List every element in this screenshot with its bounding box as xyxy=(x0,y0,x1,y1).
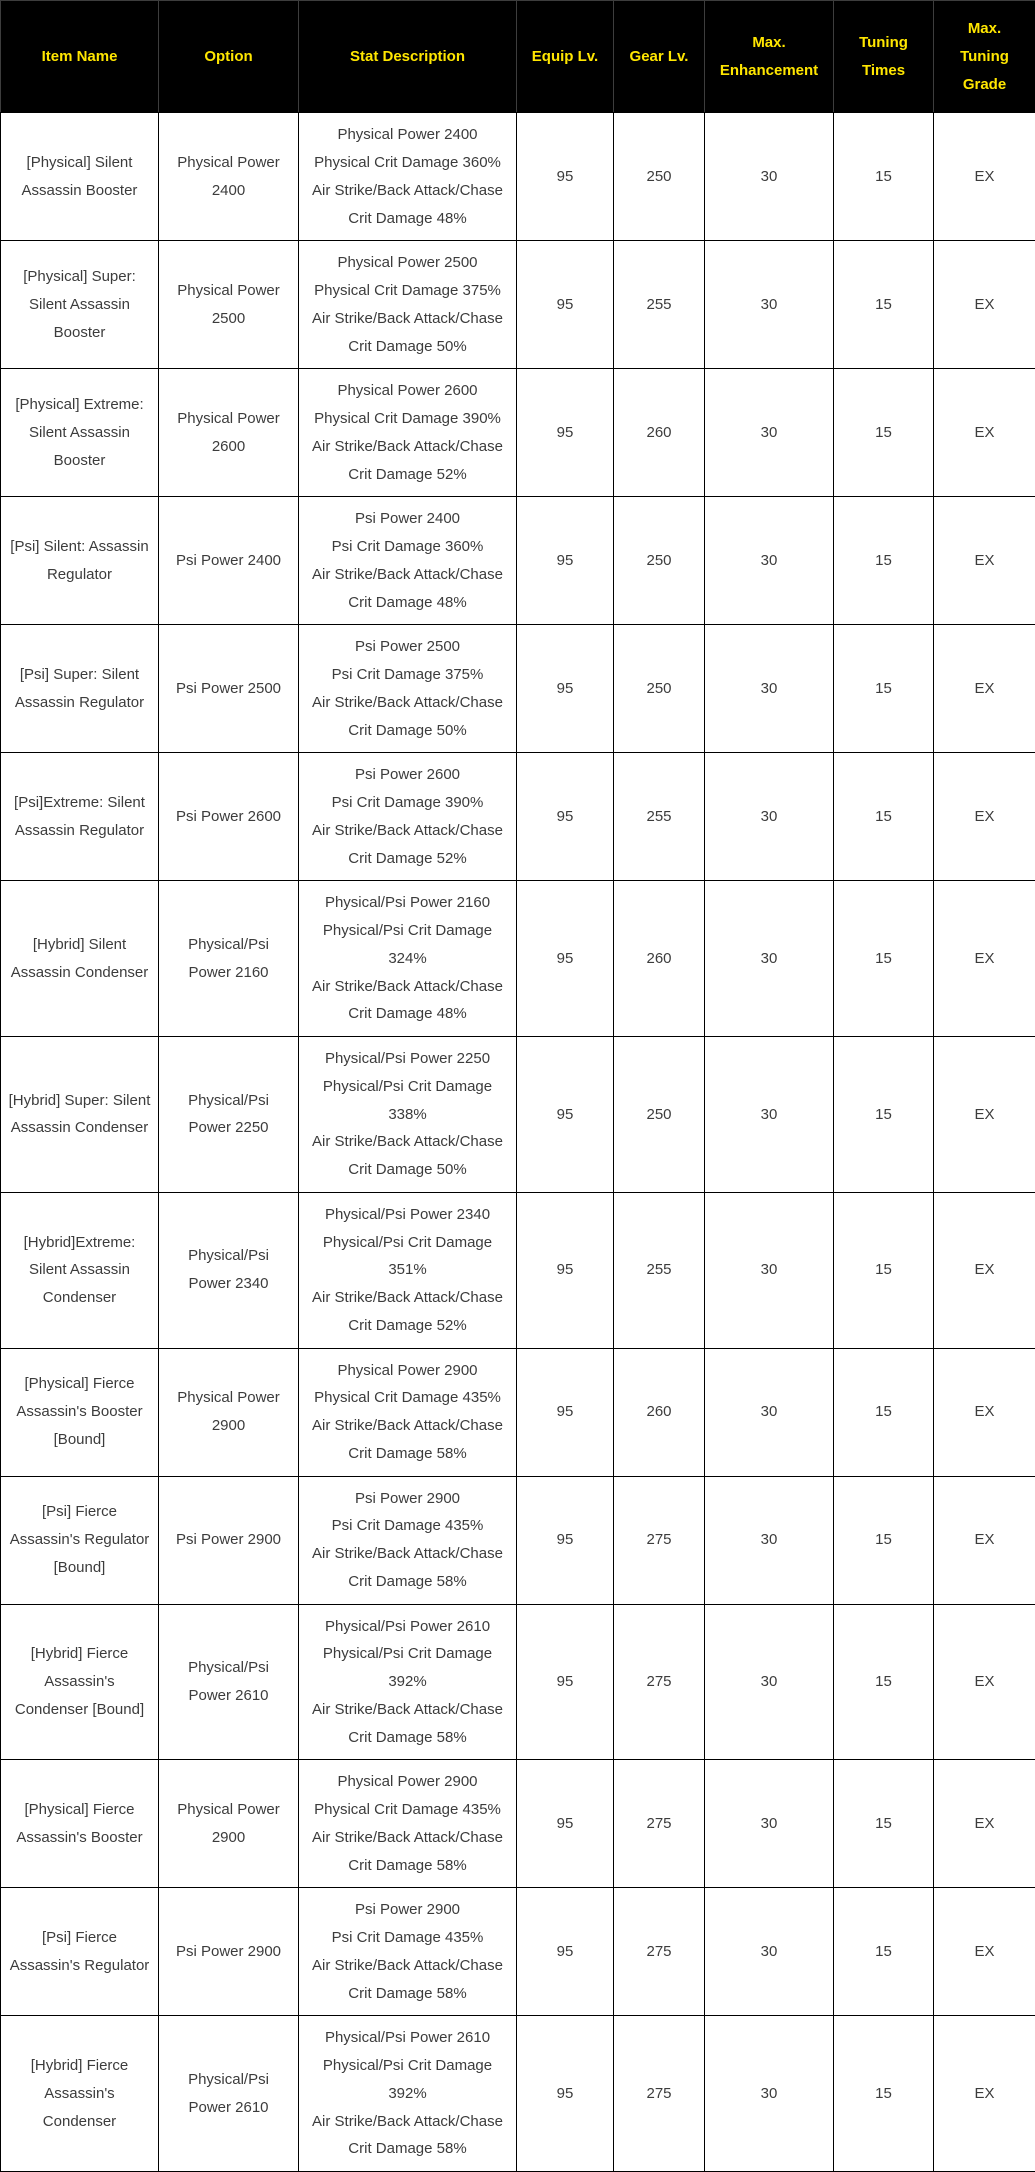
option-cell: Psi Power 2900 xyxy=(159,1476,299,1604)
equip-lv-cell: 95 xyxy=(517,369,614,497)
stat-line: Physical Power 2900 xyxy=(305,1357,510,1385)
stat-line: Physical Crit Damage 435% xyxy=(305,1384,510,1412)
gear-lv-cell: 260 xyxy=(614,369,705,497)
stat-line: Psi Power 2600 xyxy=(305,761,510,789)
tuning-times-cell: 15 xyxy=(834,1037,934,1193)
equip-lv-cell: 95 xyxy=(517,241,614,369)
stat-line: Air Strike/Back Attack/Chase Crit Damage 48% xyxy=(305,973,510,1029)
max-tuning-grade-cell: EX xyxy=(934,113,1035,241)
item-name-cell: [Hybrid] Fierce Assassin's Condenser [Bound] xyxy=(1,1604,159,1760)
max-enhancement-cell: 30 xyxy=(705,1348,834,1476)
item-name-cell: [Psi] Fierce Assassin's Regulator xyxy=(1,1888,159,2016)
item-name-cell: [Hybrid] Super: Silent Assassin Condenser xyxy=(1,1037,159,1193)
stat-description-cell xyxy=(299,1476,517,1604)
stat-line: Physical Power 2500 xyxy=(305,249,510,277)
stat-line: Air Strike/Back Attack/Chase Crit Damage 58% xyxy=(305,2108,510,2164)
column-header-tuning-times: Tuning Times xyxy=(834,1,934,113)
stat-line: Physical/Psi Power 2160 xyxy=(305,889,510,917)
table-row xyxy=(1,497,1035,625)
max-enhancement-cell: 30 xyxy=(705,369,834,497)
equip-lv-cell: 95 xyxy=(517,2016,614,2172)
stat-line: Air Strike/Back Attack/Chase Crit Damage 50% xyxy=(305,1128,510,1184)
stat-line: Physical Crit Damage 435% xyxy=(305,1796,510,1824)
equip-lv-cell: 95 xyxy=(517,113,614,241)
gear-lv-cell: 275 xyxy=(614,1476,705,1604)
tuning-times-cell: 15 xyxy=(834,497,934,625)
tuning-times-cell: 15 xyxy=(834,1888,934,2016)
gear-lv-cell: 250 xyxy=(614,497,705,625)
stat-line: Physical/Psi Power 2250 xyxy=(305,1045,510,1073)
option-cell: Psi Power 2400 xyxy=(159,497,299,625)
equip-lv-cell: 95 xyxy=(517,625,614,753)
max-enhancement-cell: 30 xyxy=(705,1476,834,1604)
item-name-cell: [Physical] Fierce Assassin's Booster [Bound] xyxy=(1,1348,159,1476)
table-row xyxy=(1,1888,1035,2016)
max-tuning-grade-cell: EX xyxy=(934,1476,1035,1604)
item-name-cell: [Psi] Silent: Assassin Regulator xyxy=(1,497,159,625)
equip-lv-cell: 95 xyxy=(517,1760,614,1888)
item-name-cell: [Psi] Fierce Assassin's Regulator [Bound] xyxy=(1,1476,159,1604)
table-row xyxy=(1,1192,1035,1348)
gear-lv-cell: 250 xyxy=(614,625,705,753)
table-row xyxy=(1,753,1035,881)
equip-lv-cell: 95 xyxy=(517,1192,614,1348)
column-header-max-tuning-grade: Max. Tuning Grade xyxy=(934,1,1035,113)
column-header-max-enhancement: Max. Enhancement xyxy=(705,1,834,113)
max-enhancement-cell: 30 xyxy=(705,1888,834,2016)
max-enhancement-cell: 30 xyxy=(705,625,834,753)
tuning-times-cell: 15 xyxy=(834,1604,934,1760)
stat-description-cell xyxy=(299,369,517,497)
gear-lv-cell: 250 xyxy=(614,1037,705,1193)
item-name-cell: [Psi]Extreme: Silent Assassin Regulator xyxy=(1,753,159,881)
stat-description-cell xyxy=(299,625,517,753)
table-row xyxy=(1,1037,1035,1193)
table-body xyxy=(1,113,1035,2172)
table-row xyxy=(1,113,1035,241)
column-header-gear-lv: Gear Lv. xyxy=(614,1,705,113)
option-cell: Physical Power 2600 xyxy=(159,369,299,497)
stat-line: Physical/Psi Crit Damage 324% xyxy=(305,917,510,973)
gear-lv-cell: 260 xyxy=(614,881,705,1037)
equip-lv-cell: 95 xyxy=(517,753,614,881)
stat-line: Physical Crit Damage 360% xyxy=(305,149,510,177)
stat-line: Psi Crit Damage 375% xyxy=(305,661,510,689)
max-enhancement-cell: 30 xyxy=(705,1760,834,1888)
item-name-cell: [Physical] Silent Assassin Booster xyxy=(1,113,159,241)
table-row xyxy=(1,2016,1035,2172)
gear-lv-cell: 275 xyxy=(614,1604,705,1760)
gear-lv-cell: 260 xyxy=(614,1348,705,1476)
stat-line: Psi Power 2900 xyxy=(305,1896,510,1924)
option-cell: Physical/Psi Power 2610 xyxy=(159,2016,299,2172)
gear-lv-cell: 255 xyxy=(614,241,705,369)
table-row xyxy=(1,1760,1035,1888)
tuning-times-cell: 15 xyxy=(834,241,934,369)
stat-description-cell xyxy=(299,497,517,625)
stat-line: Psi Crit Damage 390% xyxy=(305,789,510,817)
stat-line: Air Strike/Back Attack/Chase Crit Damage 52% xyxy=(305,817,510,873)
option-cell: Psi Power 2900 xyxy=(159,1888,299,2016)
item-name-cell: [Hybrid] Fierce Assassin's Condenser xyxy=(1,2016,159,2172)
option-cell: Psi Power 2600 xyxy=(159,753,299,881)
tuning-times-cell: 15 xyxy=(834,1476,934,1604)
stat-line: Physical Power 2400 xyxy=(305,121,510,149)
stat-line: Psi Power 2500 xyxy=(305,633,510,661)
stat-description-cell xyxy=(299,1760,517,1888)
option-cell: Physical/Psi Power 2250 xyxy=(159,1037,299,1193)
stat-line: Air Strike/Back Attack/Chase Crit Damage 50% xyxy=(305,689,510,745)
stat-line: Psi Crit Damage 435% xyxy=(305,1924,510,1952)
table-row xyxy=(1,369,1035,497)
equip-lv-cell: 95 xyxy=(517,497,614,625)
item-name-cell: [Hybrid]Extreme: Silent Assassin Condenser xyxy=(1,1192,159,1348)
max-tuning-grade-cell: EX xyxy=(934,241,1035,369)
stat-description-cell xyxy=(299,113,517,241)
equip-lv-cell: 95 xyxy=(517,1476,614,1604)
tuning-times-cell: 15 xyxy=(834,625,934,753)
stat-line: Air Strike/Back Attack/Chase Crit Damage 58% xyxy=(305,1540,510,1596)
item-name-cell: [Psi] Super: Silent Assassin Regulator xyxy=(1,625,159,753)
stat-line: Air Strike/Back Attack/Chase Crit Damage 48% xyxy=(305,177,510,233)
column-header-item-name: Item Name xyxy=(1,1,159,113)
item-name-cell: [Physical] Extreme: Silent Assassin Booster xyxy=(1,369,159,497)
max-tuning-grade-cell: EX xyxy=(934,497,1035,625)
stat-description-cell xyxy=(299,1348,517,1476)
option-cell: Physical Power 2900 xyxy=(159,1348,299,1476)
stat-line: Psi Crit Damage 435% xyxy=(305,1512,510,1540)
option-cell: Physical Power 2500 xyxy=(159,241,299,369)
stat-description-cell xyxy=(299,881,517,1037)
max-tuning-grade-cell: EX xyxy=(934,625,1035,753)
stat-line: Air Strike/Back Attack/Chase Crit Damage 52% xyxy=(305,433,510,489)
max-enhancement-cell: 30 xyxy=(705,2016,834,2172)
option-cell: Physical Power 2400 xyxy=(159,113,299,241)
gear-lv-cell: 275 xyxy=(614,1888,705,2016)
stat-line: Physical Crit Damage 390% xyxy=(305,405,510,433)
max-tuning-grade-cell: EX xyxy=(934,1760,1035,1888)
gear-lv-cell: 255 xyxy=(614,753,705,881)
max-enhancement-cell: 30 xyxy=(705,1192,834,1348)
stat-description-cell xyxy=(299,1037,517,1193)
max-tuning-grade-cell: EX xyxy=(934,1192,1035,1348)
stat-description-cell xyxy=(299,1192,517,1348)
stat-line: Physical/Psi Crit Damage 392% xyxy=(305,2052,510,2108)
stat-line: Air Strike/Back Attack/Chase Crit Damage 58% xyxy=(305,1412,510,1468)
stat-description-cell xyxy=(299,2016,517,2172)
stat-description-cell xyxy=(299,241,517,369)
stat-line: Psi Crit Damage 360% xyxy=(305,533,510,561)
max-enhancement-cell: 30 xyxy=(705,241,834,369)
column-header-equip-lv: Equip Lv. xyxy=(517,1,614,113)
max-tuning-grade-cell: EX xyxy=(934,753,1035,881)
tuning-times-cell: 15 xyxy=(834,1760,934,1888)
column-header-option: Option xyxy=(159,1,299,113)
max-tuning-grade-cell: EX xyxy=(934,881,1035,1037)
option-cell: Physical/Psi Power 2340 xyxy=(159,1192,299,1348)
stat-line: Physical/Psi Crit Damage 351% xyxy=(305,1229,510,1285)
max-enhancement-cell: 30 xyxy=(705,113,834,241)
gear-lv-cell: 255 xyxy=(614,1192,705,1348)
stat-line: Psi Power 2900 xyxy=(305,1485,510,1513)
table-row xyxy=(1,1348,1035,1476)
item-name-cell: [Physical] Fierce Assassin's Booster xyxy=(1,1760,159,1888)
table-row xyxy=(1,625,1035,753)
equip-lv-cell: 95 xyxy=(517,1604,614,1760)
stat-line: Physical/Psi Crit Damage 392% xyxy=(305,1640,510,1696)
tuning-times-cell: 15 xyxy=(834,2016,934,2172)
max-tuning-grade-cell: EX xyxy=(934,1348,1035,1476)
stat-line: Physical/Psi Power 2610 xyxy=(305,1613,510,1641)
item-name-cell: [Hybrid] Silent Assassin Condenser xyxy=(1,881,159,1037)
table-row xyxy=(1,1604,1035,1760)
stat-line: Air Strike/Back Attack/Chase Crit Damage 58% xyxy=(305,1952,510,2008)
equip-lv-cell: 95 xyxy=(517,881,614,1037)
stat-line: Air Strike/Back Attack/Chase Crit Damage 58% xyxy=(305,1824,510,1880)
stat-line: Physical Power 2900 xyxy=(305,1768,510,1796)
table-row xyxy=(1,241,1035,369)
stat-line: Air Strike/Back Attack/Chase Crit Damage 48% xyxy=(305,561,510,617)
tuning-times-cell: 15 xyxy=(834,369,934,497)
stat-line: Air Strike/Back Attack/Chase Crit Damage 52% xyxy=(305,1284,510,1340)
equip-lv-cell: 95 xyxy=(517,1888,614,2016)
option-cell: Psi Power 2500 xyxy=(159,625,299,753)
gear-lv-cell: 275 xyxy=(614,1760,705,1888)
stat-line: Physical/Psi Power 2340 xyxy=(305,1201,510,1229)
max-tuning-grade-cell: EX xyxy=(934,2016,1035,2172)
stat-line: Physical Crit Damage 375% xyxy=(305,277,510,305)
gear-lv-cell: 275 xyxy=(614,2016,705,2172)
option-cell: Physical/Psi Power 2610 xyxy=(159,1604,299,1760)
option-cell: Physical/Psi Power 2160 xyxy=(159,881,299,1037)
tuning-times-cell: 15 xyxy=(834,113,934,241)
max-enhancement-cell: 30 xyxy=(705,753,834,881)
gear-lv-cell: 250 xyxy=(614,113,705,241)
stat-line: Air Strike/Back Attack/Chase Crit Damage 50% xyxy=(305,305,510,361)
stat-line: Air Strike/Back Attack/Chase Crit Damage 58% xyxy=(305,1696,510,1752)
max-tuning-grade-cell: EX xyxy=(934,1604,1035,1760)
header-row xyxy=(1,1,1035,113)
max-enhancement-cell: 30 xyxy=(705,497,834,625)
tuning-times-cell: 15 xyxy=(834,881,934,1037)
column-header-stat-description: Stat Description xyxy=(299,1,517,113)
equip-lv-cell: 95 xyxy=(517,1348,614,1476)
stat-line: Physical Power 2600 xyxy=(305,377,510,405)
stat-description-cell xyxy=(299,753,517,881)
max-enhancement-cell: 30 xyxy=(705,1604,834,1760)
tuning-times-cell: 15 xyxy=(834,1192,934,1348)
stat-description-cell xyxy=(299,1604,517,1760)
equip-lv-cell: 95 xyxy=(517,1037,614,1193)
stat-line: Physical/Psi Power 2610 xyxy=(305,2024,510,2052)
tuning-times-cell: 15 xyxy=(834,1348,934,1476)
option-cell: Physical Power 2900 xyxy=(159,1760,299,1888)
table-row xyxy=(1,881,1035,1037)
tuning-times-cell: 15 xyxy=(834,753,934,881)
stat-line: Psi Power 2400 xyxy=(305,505,510,533)
stat-description-cell xyxy=(299,1888,517,2016)
table-row xyxy=(1,1476,1035,1604)
max-enhancement-cell: 30 xyxy=(705,1037,834,1193)
item-name-cell: [Physical] Super: Silent Assassin Booster xyxy=(1,241,159,369)
max-tuning-grade-cell: EX xyxy=(934,1888,1035,2016)
stat-line: Physical/Psi Crit Damage 338% xyxy=(305,1073,510,1129)
max-tuning-grade-cell: EX xyxy=(934,369,1035,497)
max-tuning-grade-cell: EX xyxy=(934,1037,1035,1193)
max-enhancement-cell: 30 xyxy=(705,881,834,1037)
